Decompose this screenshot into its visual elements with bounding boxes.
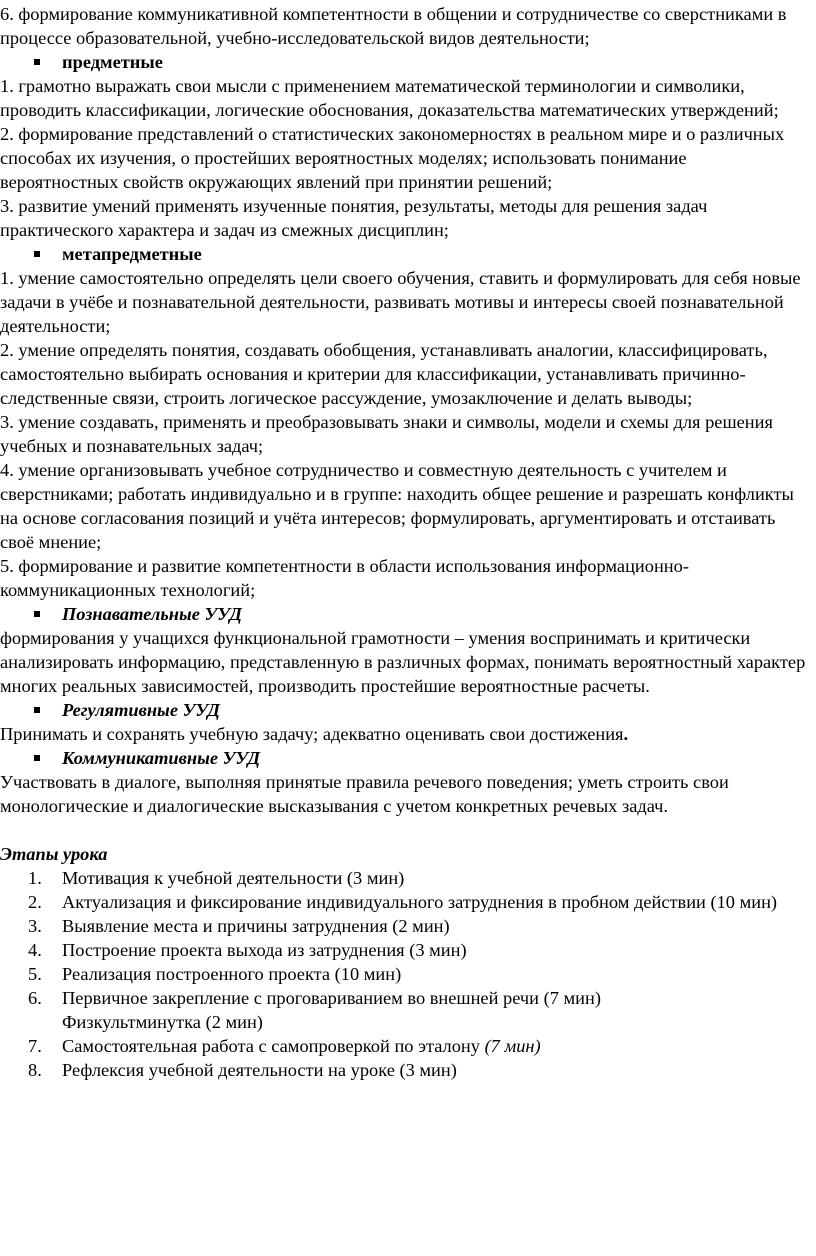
item-number: 6. xyxy=(28,988,42,1008)
item-number: 2. xyxy=(28,892,42,912)
item-text: Самостоятельная работа с самопроверкой по эталону xyxy=(62,1036,485,1056)
meta-item: 5. формирование и развитие компетентности в области использования информационно-коммуникационных технологий; xyxy=(0,556,689,600)
heading-text: Регулятивные УУД xyxy=(62,700,220,720)
communicative-text: Участвовать в диалоге, выполняя принятые правила речевого поведения; уметь строить свои монологические и диалогические высказывания с учетом конкретных речевых задач. xyxy=(0,772,729,816)
item-number: 1. xyxy=(28,868,42,888)
item-number: 8. xyxy=(28,1060,42,1080)
list-item xyxy=(0,962,806,986)
item-text: Построение проекта выхода из затруднения (3 мин) xyxy=(62,940,467,960)
square-bullet-icon xyxy=(34,707,40,713)
item-extra-text: Физкультминутка (2 мин) xyxy=(62,1012,263,1032)
heading-text: Коммуникативные УУД xyxy=(62,748,261,768)
list-item xyxy=(0,1058,806,1082)
stages-title: Этапы урока xyxy=(0,844,108,864)
list-item xyxy=(0,986,806,1034)
communicative-heading xyxy=(0,746,806,770)
list-item xyxy=(0,866,806,890)
square-bullet-icon xyxy=(34,251,40,257)
item-number: 7. xyxy=(28,1036,42,1056)
item-number: 4. xyxy=(28,940,42,960)
square-bullet-icon xyxy=(34,59,40,65)
list-item xyxy=(0,914,806,938)
item-number: 5. xyxy=(28,964,42,984)
square-bullet-icon xyxy=(34,755,40,761)
subject-item: 3. развитие умений применять изученные понятия, результаты, методы для решения задач практического характера и задач из смежных дисциплин; xyxy=(0,196,708,240)
meta-item: 3. умение создавать, применять и преобразовывать знаки и символы, модели и схемы для решения учебных и познавательных задач; xyxy=(0,412,773,456)
subject-item: 1. грамотно выражать свои мысли с применением математической терминологии и символики, проводить классификации, логические обоснования, доказательства математических утверждений; xyxy=(0,76,779,120)
meta-results-heading xyxy=(0,242,806,266)
item-italic-duration: (7 мин) xyxy=(484,1036,541,1056)
item-text: Актуализация и фиксирование индивидуального затруднения в пробном действии (10 мин) xyxy=(62,892,778,912)
heading-text: метапредметные xyxy=(62,244,202,264)
meta-item: 4. умение организовывать учебное сотрудничество и совместную деятельность с учителем и сверстниками; работать индивидуально и в группе: находить общее решение и разрешать конфликты на основе согласования позиций и учёта интересов; формулировать, аргументировать и отстаивать своё мнение; xyxy=(0,460,794,552)
regulative-heading xyxy=(0,698,806,722)
heading-text: предметные xyxy=(62,52,163,72)
cognitive-heading xyxy=(0,602,806,626)
list-item xyxy=(0,1034,806,1058)
item-text: Реализация построенного проекта (10 мин) xyxy=(62,964,402,984)
item-number: 3. xyxy=(28,916,42,936)
list-item xyxy=(0,890,806,914)
heading-text: Познавательные УУД xyxy=(62,604,242,624)
spacer xyxy=(0,818,806,842)
stages-list xyxy=(0,866,806,1082)
item-text: Мотивация к учебной деятельности (3 мин) xyxy=(62,868,405,888)
item-text: Первичное закрепление с проговариванием во внешней речи (7 мин) xyxy=(62,988,601,1008)
regulative-text xyxy=(0,722,806,746)
meta-item: 1. умение самостоятельно определять цели своего обучения, ставить и формулировать для себя новые задачи в учёбе и познавательной деятельности, развивать мотивы и интересы своей познавательной деятельности; xyxy=(0,268,801,336)
cognitive-text: формирования у учащихся функциональной грамотности – умения воспринимать и критически анализировать информацию, представленную в различных формах, понимать вероятностный характер многих реальных зависимостей, производить простейшие вероятностные расчеты. xyxy=(0,628,806,696)
item-text: Выявление места и причины затруднения (2 мин) xyxy=(62,916,450,936)
list-item xyxy=(0,938,806,962)
subject-results-heading xyxy=(0,50,806,74)
regulative-period: . xyxy=(623,724,629,744)
intro-paragraph: 6. формирование коммуникативной компетентности в общении и сотрудничестве со сверстниками в процессе образовательной, учебно-исследовательской видов деятельности; xyxy=(0,4,787,48)
subject-item: 2. формирование представлений о статистических закономерностях в реальном мире и о различных способах их изучения, о простейших вероятностных моделях; использовать понимание вероятностных свойств окружающих явлений при принятии решений; xyxy=(0,124,785,192)
meta-item: 2. умение определять понятия, создавать обобщения, устанавливать аналогии, классифицировать, самостоятельно выбирать основания и критерии для классификации, устанавливать причинно-следственные связи, строить логическое рассуждение, умозаключение и делать выводы; xyxy=(0,340,768,408)
regulative-body: Принимать и сохранять учебную задачу; адекватно оценивать свои достижения xyxy=(0,724,624,744)
square-bullet-icon xyxy=(34,611,40,617)
item-text: Рефлексия учебной деятельности на уроке (3 мин) xyxy=(62,1060,457,1080)
